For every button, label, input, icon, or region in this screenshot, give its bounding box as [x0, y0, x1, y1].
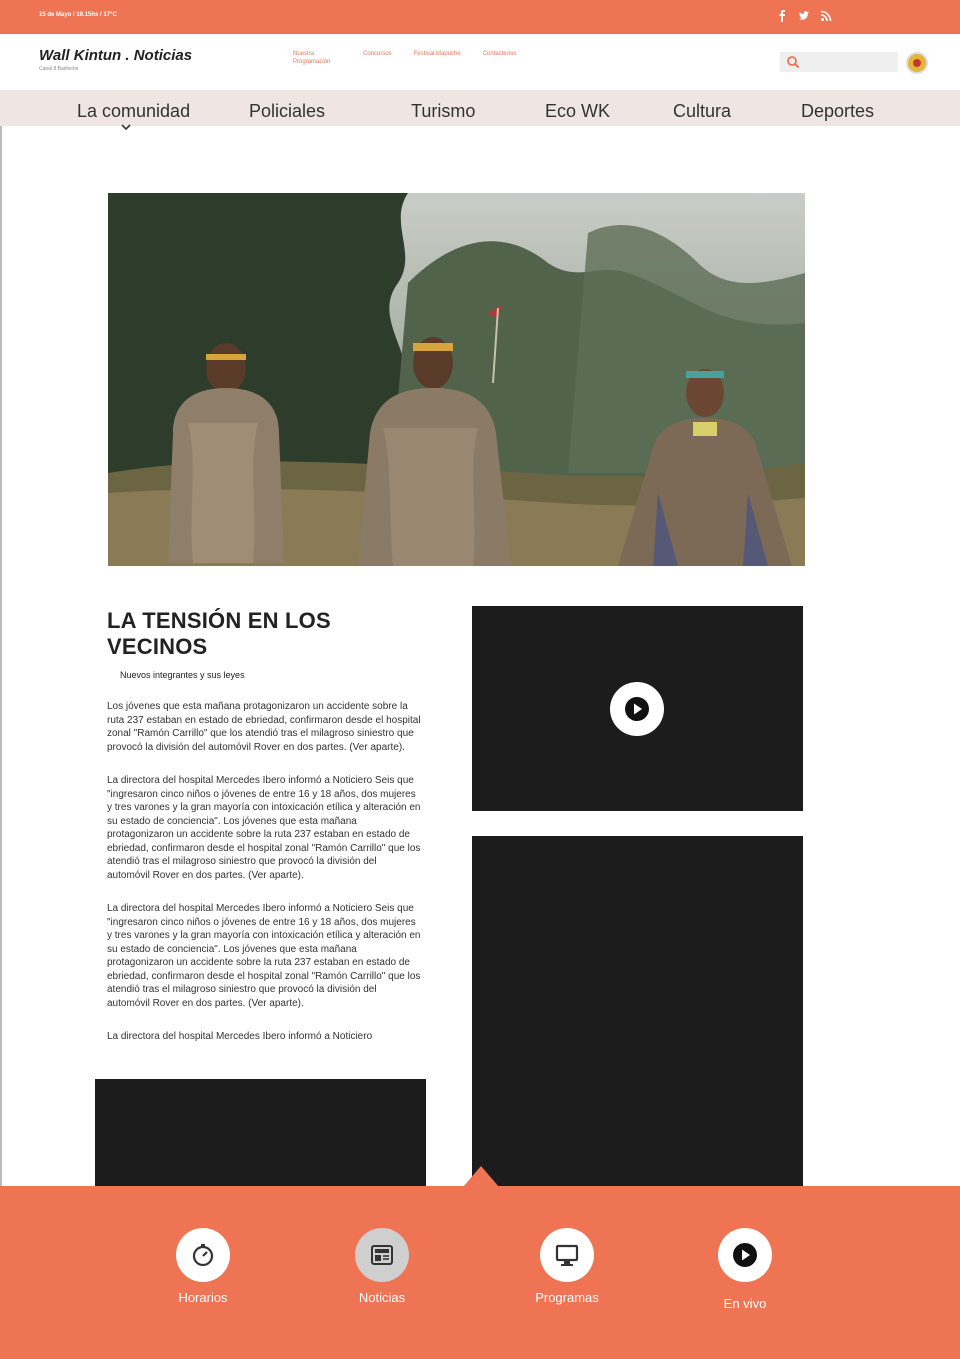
active-indicator — [463, 1166, 499, 1187]
bottom-nav-label: Programas — [535, 1290, 599, 1305]
header-link-festival[interactable]: Festival Mapuche — [413, 51, 461, 57]
header-link-concursos[interactable]: Concursos — [363, 51, 392, 57]
video-placeholder[interactable] — [472, 836, 803, 1188]
nav-item-la-comunidad[interactable]: La comunidad — [77, 101, 191, 121]
play-icon[interactable] — [718, 1228, 772, 1282]
nav-item-deportes[interactable]: Deportes — [801, 101, 875, 121]
header-link-contacto[interactable]: Contactenos — [482, 51, 517, 57]
header-links — [293, 50, 516, 66]
bottom-nav-label: Noticias — [358, 1290, 406, 1305]
play-button[interactable] — [610, 682, 664, 736]
bottom-nav-programas[interactable] — [512, 1228, 622, 1305]
bottom-nav-label: Horarios — [178, 1290, 228, 1305]
bottom-nav-en-vivo[interactable] — [690, 1228, 800, 1311]
chevron-down-icon[interactable] — [120, 120, 132, 132]
video-player[interactable] — [472, 606, 803, 811]
article-paragraph: La directora del hospital Mercedes Ibero informó a Noticiero Seis que "ingresaron cinco niños o jóvenes de entre 16 y 18 años, dos mujeres y tres varones y la gran mayoría con intoxicación etílica y alteración en su estado de conciencia". Los jóvenes que esta mañana protagonizaron un accidente sobre la ruta 237 estaban en estado de ebriedad, confirmaron desde el hospital zonal "Ramón Carrillo" que los atendió tras el milagroso siniestro que provocó la división del automóvil Rover en dos partes. (Ver aparte). — [107, 775, 421, 881]
bottom-nav — [0, 1186, 960, 1359]
category-nav — [0, 90, 960, 126]
article-title: LA TENSIÓN EN LOS VECINOS — [107, 608, 331, 659]
nav-item-cultura[interactable]: Cultura — [673, 101, 732, 121]
header-link-programacion[interactable]: Nuestra Programación — [293, 51, 331, 65]
search-input[interactable] — [780, 52, 898, 72]
site-header — [0, 34, 960, 90]
search-icon[interactable] — [786, 55, 800, 69]
site-logo[interactable]: Wall Kintun . Noticias — [39, 47, 193, 64]
article-subtitle: Nuevos integrantes y sus leyes — [120, 670, 245, 680]
article-paragraph: Los jóvenes que esta mañana protagonizaron un accidente sobre la ruta 237 estaban en estado de ebriedad, confirmaron desde el hospital zonal "Ramón Carrillo" que los atendió tras el milagroso siniestro que provocó la división del automóvil Rover en dos partes. (Ver aparte). — [107, 701, 421, 753]
nav-item-turismo[interactable]: Turismo — [411, 101, 476, 121]
nav-item-policiales[interactable]: Policiales — [249, 101, 326, 121]
bottom-nav-horarios[interactable] — [148, 1228, 258, 1305]
left-divider — [0, 126, 2, 1188]
site-subtitle: Canal 8 Bariloche — [39, 66, 79, 72]
bottom-nav-noticias[interactable] — [327, 1228, 437, 1305]
nav-item-eco-wk[interactable]: Eco WK — [545, 101, 611, 121]
language-flag-icon[interactable] — [906, 52, 928, 74]
hero-photo[interactable] — [108, 193, 805, 566]
top-bar — [0, 0, 960, 34]
newspaper-icon[interactable] — [355, 1228, 409, 1282]
social-links — [776, 9, 832, 21]
article-paragraph: La directora del hospital Mercedes Ibero informó a Noticiero — [107, 1031, 373, 1042]
bottom-nav-label: En vivo — [723, 1296, 767, 1311]
twitter-icon[interactable] — [798, 9, 810, 21]
facebook-icon[interactable] — [776, 9, 788, 21]
article-paragraph: La directora del hospital Mercedes Ibero informó a Noticiero Seis que "ingresaron cinco niños o jóvenes de entre 16 y 18 años, dos mujeres y tres varones y la gran mayoría con intoxicación etílica y alteración en su estado de conciencia". Los jóvenes que esta mañana protagonizaron un accidente sobre la ruta 237 estaban en estado de ebriedad, confirmaron desde el hospital zonal "Ramón Carrillo" que los atendió tras el milagroso siniestro que provocó la división del automóvil Rover en dos partes. (Ver aparte). — [107, 903, 421, 1009]
clock-icon[interactable] — [176, 1228, 230, 1282]
video-placeholder[interactable] — [95, 1079, 426, 1188]
monitor-icon[interactable] — [540, 1228, 594, 1282]
article — [107, 608, 427, 1044]
date-weather: 15 de Mayo / 19.15hs / 17°C — [39, 12, 117, 18]
play-icon — [624, 696, 650, 722]
rss-icon[interactable] — [820, 9, 832, 21]
